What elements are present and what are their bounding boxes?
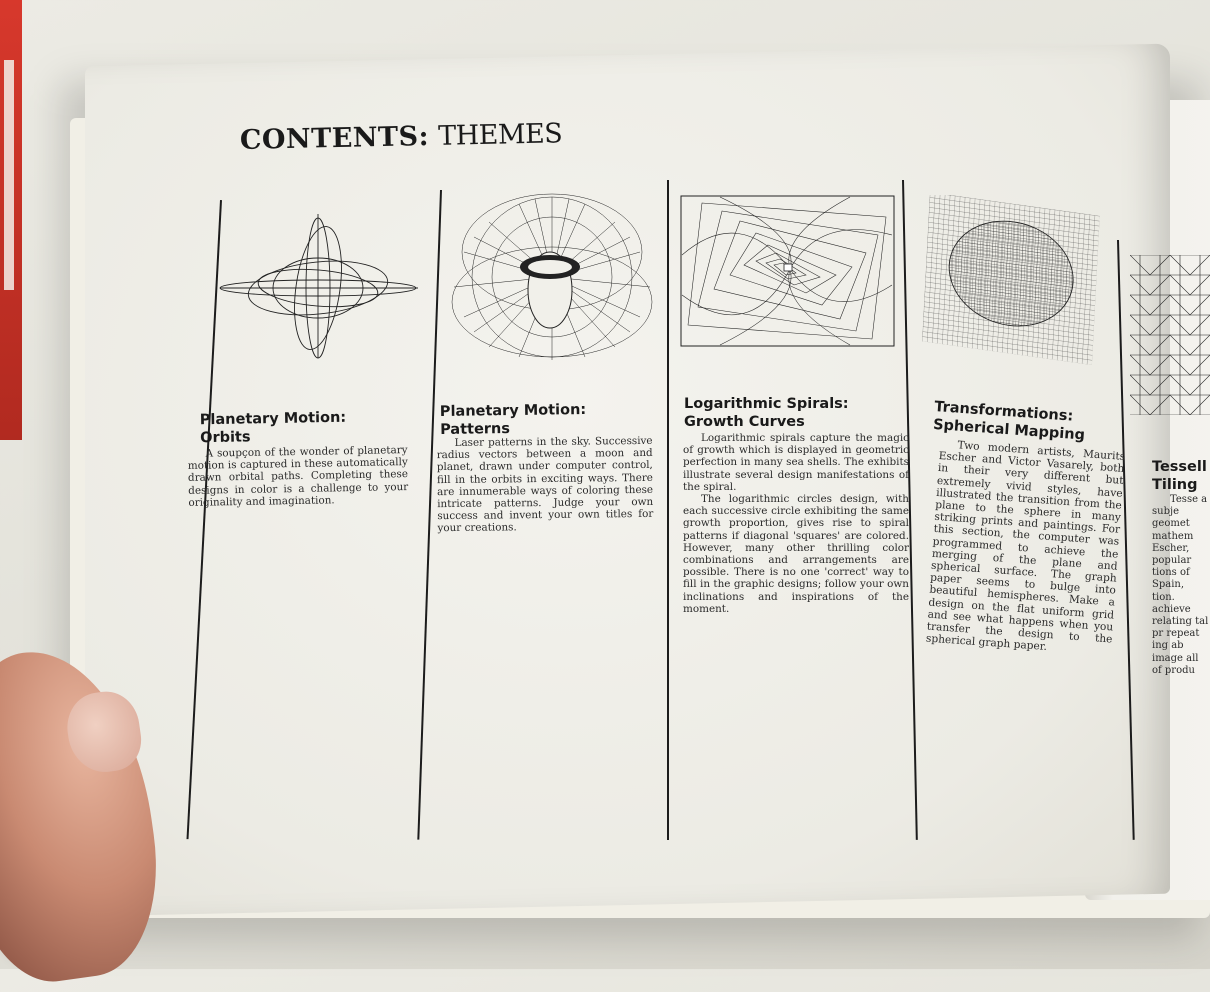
column-rule-3 bbox=[667, 180, 669, 840]
column-3-paragraph-1: Logarithmic spirals capture the magic of growth which is displayed in geometric perfection in many sea shells. The exhibits illustrate several design manifestations of the spiral. bbox=[683, 432, 909, 493]
patterns-illustration bbox=[445, 192, 660, 362]
column-3-paragraph-2: The logarithmic circles design, with each successive circle exhibiting the same growth proportion, gives rise to spiral patterns if diagonal 'squares' are colored. However, many other thrilling color combinations and arrangements are possible. There is no one 'correct' way to fill in the graphic designs; follow your own inclinations and inspirations of the moment. bbox=[683, 493, 909, 615]
column-3-heading: Logarithmic Spirals: Growth Curves bbox=[684, 396, 849, 430]
title-light: THEMES bbox=[437, 118, 563, 152]
title-bold: CONTENTS: bbox=[239, 121, 430, 156]
column-5-paragraph-1: Tesse a subje geomet mathem Escher, popular tions of Spain, tion. achieve relating tal pr repeat ing ab image all of produ bbox=[1152, 494, 1209, 676]
column-1-heading: Planetary Motion: Orbits bbox=[199, 409, 347, 447]
column-4-paragraph-1: Two modern artists, Maurits Escher and Victor Vasarely, both in their very different but extremely vivid styles, have illustrated the transition from the plane to the sphere in many striking prints and paintings. For this section, the computer was programmed to achieve the merging of the plane and spherical surface. The graph paper seems to bulge into beautiful hemispheres. Make a design on the flat uniform grid and see what happens when you transfer the design to the spherical graph paper. bbox=[925, 439, 1126, 654]
column-2-body bbox=[436, 435, 653, 535]
column-5-heading: Tessell Tiling bbox=[1152, 459, 1207, 493]
tessellation-illustration bbox=[1130, 255, 1210, 415]
column-4-heading: Transformations: Spherical Mapping bbox=[932, 398, 1086, 444]
column-4-body bbox=[926, 438, 1126, 658]
column-1-paragraph-1: A soupçon of the wonder of planetary motion is captured in these automatically drawn orbital paths. Completing these designs in color is a challenge to your originality and imagination. bbox=[187, 444, 409, 509]
spiral-illustration bbox=[680, 195, 895, 347]
spherical-mapping-illustration bbox=[915, 195, 1100, 380]
orbits-illustration bbox=[218, 210, 428, 360]
column-2-heading: Planetary Motion: Patterns bbox=[439, 401, 587, 439]
column-3-body bbox=[683, 432, 909, 615]
column-2-paragraph-1: Laser patterns in the sky. Successive radius vectors between a moon and planet, drawn under computer control, fill in the orbits in exciting ways. There are innumerable ways of coloring these intricate patterns. Judge your own success and invent your own titles for your creations. bbox=[436, 434, 654, 535]
red-book-edge bbox=[0, 0, 22, 440]
column-5-body bbox=[1152, 494, 1210, 694]
column-1-body bbox=[187, 444, 408, 509]
